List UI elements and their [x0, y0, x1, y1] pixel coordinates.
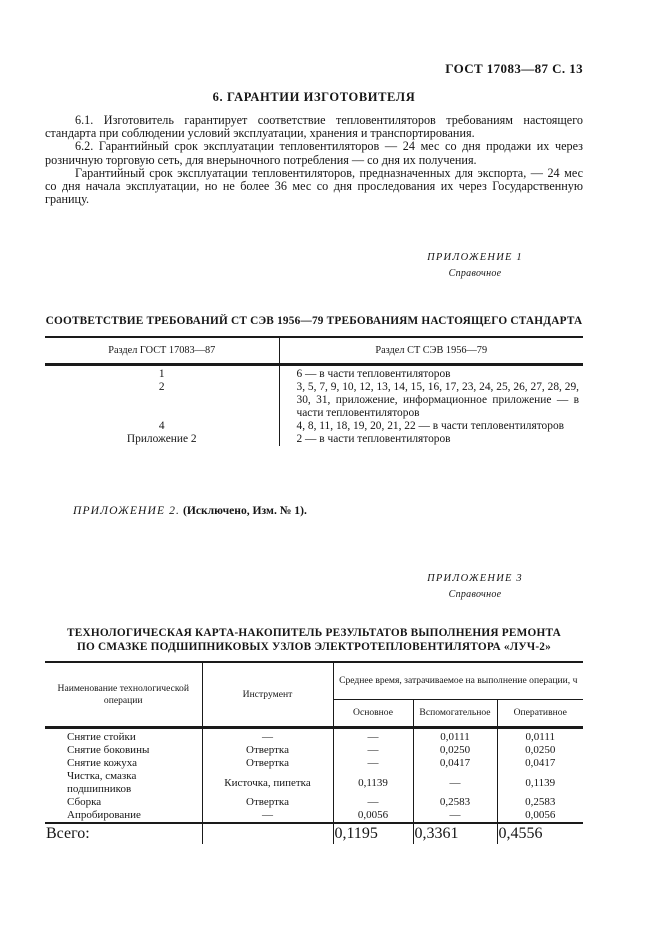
table2-header-main-time: Основное	[333, 700, 413, 728]
gost-section-cell: 4	[158, 420, 165, 432]
operative-time-cell: 0,0111	[497, 728, 583, 745]
total-label-cell: Всего:	[45, 823, 202, 844]
sev-section-cell: 6 — в части тепловентиляторов	[279, 365, 583, 382]
table2-title	[45, 627, 583, 654]
table-row	[45, 809, 583, 823]
main-time-cell: —	[333, 796, 413, 809]
appendix-1-note: Справочное	[448, 268, 502, 279]
appendix-3-heading	[407, 571, 543, 602]
appendix-1-label: ПРИЛОЖЕНИЕ 1	[427, 252, 523, 263]
table-row	[45, 744, 583, 757]
operation-cell: Апробирование	[67, 809, 141, 821]
operative-time-cell: 0,0417	[497, 757, 583, 770]
table2-title-line2: ПО СМАЗКЕ ПОДШИПНИКОВЫХ УЗЛОВ ЭЛЕКТРОТЕПЛОВЕНТИЛЯТОРА «ЛУЧ-2»	[76, 640, 551, 653]
sev-section-cell: 3, 5, 7, 9, 10, 12, 13, 14, 15, 16, 17, 23, 24, 25, 26, 27, 28, 29, 30, 31, приложение, информационное приложение — в части тепловентиляторов	[279, 381, 583, 420]
table2-total-row	[45, 823, 583, 844]
gost-section-cell: Приложение 2	[126, 433, 197, 445]
table-row	[45, 770, 583, 796]
paragraph-6-1: 6.1. Изготовитель гарантирует соответствие тепловентиляторов требованиям настоящего стандарта при соблюдении условий эксплуатации, хранения и транспортирования.	[45, 113, 583, 141]
table-row	[45, 757, 583, 770]
repair-time-table	[45, 661, 583, 844]
aux-time-cell: 0,0111	[413, 728, 497, 745]
table-row	[45, 381, 583, 420]
total-tool-cell	[202, 823, 333, 844]
table-row	[45, 433, 583, 446]
operation-cell: Чистка, смазка подшипников	[67, 770, 137, 795]
correspondence-table	[45, 336, 583, 446]
main-time-cell: —	[333, 728, 413, 745]
main-time-cell: —	[333, 744, 413, 757]
aux-time-cell: 0,2583	[413, 796, 497, 809]
paragraph-6-2: 6.2. Гарантийный срок эксплуатации тепловентиляторов — 24 мес со дня продажи их через розничную торговую сеть, для внерыночного потребления — со дня их получения.	[45, 139, 583, 167]
appendix-1-heading	[407, 250, 543, 281]
aux-time-cell: —	[413, 809, 497, 823]
table-row	[45, 796, 583, 809]
paragraph-export-warranty: Гарантийный срок эксплуатации тепловентиляторов, предназначенных для экспорта, — 24 мес со дня начала эксплуатации, но не более 36 мес со дня проследования их через Государственную границу.	[45, 165, 583, 207]
main-time-cell: 0,1139	[333, 770, 413, 796]
section-title: 6. ГАРАНТИИ ИЗГОТОВИТЕЛЯ	[212, 90, 416, 104]
appendix-2-excluded-note	[45, 504, 583, 517]
appendix-3-note: Справочное	[448, 589, 502, 600]
aux-time-cell: 0,0417	[413, 757, 497, 770]
table1-body	[45, 365, 583, 447]
table1-header-row	[45, 337, 583, 365]
tool-cell: Отвертка	[202, 757, 333, 770]
operative-time-cell: 0,2583	[497, 796, 583, 809]
table-row	[45, 728, 583, 745]
tool-cell: Кисточка, пипетка	[202, 770, 333, 796]
operative-time-cell: 0,1139	[497, 770, 583, 796]
sev-section-cell: 2 — в части тепловентиляторов	[279, 433, 583, 446]
table1-title: СООТВЕТСТВИЕ ТРЕБОВАНИЙ СТ СЭВ 1956—79 ТРЕБОВАНИЯМ НАСТОЯЩЕГО СТАНДАРТА	[45, 315, 583, 327]
appendix-2-label: ПРИЛОЖЕНИЕ 2.	[73, 504, 181, 517]
table2-header-tool: Инструмент	[202, 662, 333, 728]
aux-time-cell: 0,0250	[413, 744, 497, 757]
tool-cell: Отвертка	[202, 796, 333, 809]
total-operative-time-cell: 0,4556	[497, 823, 583, 844]
table2-title-line1: ТЕХНОЛОГИЧЕСКАЯ КАРТА-НАКОПИТЕЛЬ РЕЗУЛЬТАТОВ ВЫПОЛНЕНИЯ РЕМОНТА	[67, 627, 561, 639]
operative-time-cell: 0,0250	[497, 744, 583, 757]
table1-header-gost: Раздел ГОСТ 17083—87	[45, 337, 279, 365]
section-body	[45, 114, 583, 206]
main-time-cell: 0,0056	[333, 809, 413, 823]
operation-cell: Снятие кожуха	[67, 757, 137, 769]
tool-cell: Отвертка	[202, 744, 333, 757]
tool-cell: —	[202, 728, 333, 745]
gost-section-cell: 2	[158, 381, 165, 393]
appendix-3-label: ПРИЛОЖЕНИЕ 3	[427, 573, 523, 584]
total-aux-time-cell: 0,3361	[413, 823, 497, 844]
operation-cell: Сборка	[67, 796, 102, 808]
table2-header-row-1	[45, 662, 583, 700]
sev-section-cell: 4, 8, 11, 18, 19, 20, 21, 22 — в части тепловентиляторов	[279, 420, 583, 433]
table2-body	[45, 728, 583, 824]
table2-header-operation: Наименование технологической операции	[45, 662, 202, 728]
table-row	[45, 420, 583, 433]
total-main-time-cell: 0,1195	[333, 823, 413, 844]
aux-time-cell: —	[413, 770, 497, 796]
table2-header-operative-time: Оперативное	[497, 700, 583, 728]
gost-section-cell: 1	[158, 368, 165, 380]
appendix-2-excluded-text: (Исключено, Изм. № 1).	[182, 504, 307, 517]
table-row	[45, 365, 583, 382]
main-time-cell: —	[333, 757, 413, 770]
operation-cell: Снятие стойки	[67, 731, 136, 743]
page-header-gost-number: ГОСТ 17083—87 С. 13	[445, 61, 583, 76]
tool-cell: —	[202, 809, 333, 823]
table2-header-aux-time: Вспомогательное	[413, 700, 497, 728]
table2-header-time-group: Среднее время, затрачиваемое на выполнение операции, ч	[333, 662, 583, 700]
operative-time-cell: 0,0056	[497, 809, 583, 823]
table1-header-sev: Раздел СТ СЭВ 1956—79	[279, 337, 583, 365]
operation-cell: Снятие боковины	[67, 744, 150, 756]
